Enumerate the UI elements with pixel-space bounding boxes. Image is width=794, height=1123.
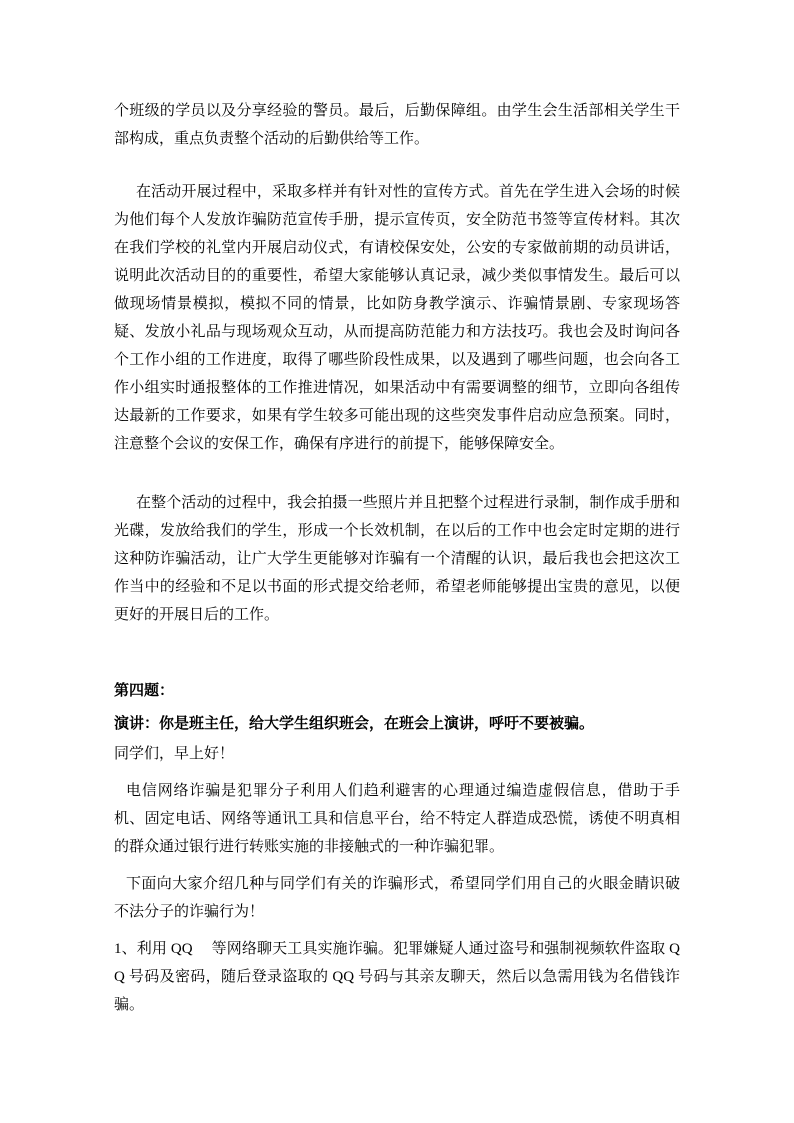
paragraph-activity-documentation: 在整个活动的过程中，我会拍摄一些照片并且把整个过程进行录制，制作成手册和光碟，发放给我们的学生，形成一个长效机制，在以后的工作中也会定时定期的进行这种防诈骗活动，让广大学生更能够对诈骗有一个清醒的认识，最后我也会把这次工作当中的经验和不足以书面的形式提交给老师，希望老师能够提出宝贵的意见，以便更好的开展日后的工作。 bbox=[114, 495, 680, 623]
paragraph-logistics-group-continued: 个班级的学员以及分享经验的警员。最后，后勤保障组。由学生会生活部相关学生干部构成，重点负责整个活动的后勤供给等工作。 bbox=[114, 103, 680, 147]
question-four-heading: 第四题： bbox=[114, 683, 175, 699]
paragraph-fraud-forms-intro: 下面向大家介绍几种与同学们有关的诈骗形式，希望同学们用自己的火眼金睛识破不法分子的诈骗行为！ bbox=[114, 876, 680, 920]
paragraph-telecom-fraud-definition: 电信网络诈骗是犯罪分子利用人们趋利避害的心理通过编造虚假信息，借助于手机、固定电话、网络等通讯工具和信息平台，给不特定人群造成恐慌，诱使不明真相的群众通过银行进行转账实施的非接触式的一种诈骗犯罪。 bbox=[114, 783, 680, 855]
paragraph-activity-publicity-plan: 在活动开展过程中，采取多样并有针对性的宣传方式。首先在学生进入会场的时候为他们每个人发放诈骗防范宣传手册，提示宣传页，安全防范书签等宣传材料。其次在我们学校的礼堂内开展启动仪式，有请校保安处，公安的专家做前期的动员讲话，说明此次活动目的的重要性，希望大家能够认真记录，减少类似事情发生。最后可以做现场情景模拟，模拟不同的情景，比如防身教学演示、诈骗情景剧、专家现场答疑、发放小礼品与现场观众互动，从而提高防范能力和方法技巧。我也会及时询问各个工作小组的工作进度，取得了哪些阶段性成果，以及遇到了哪些问题，也会向各工作小组实时通报整体的工作推进情况，如果活动中有需要调整的细节，立即向各组传达最新的工作要求，如果有学生较多可能出现的这些突发事件启动应急预案。同时，注意整个会议的安保工作，确保有序进行的前提下，能够保障安全。 bbox=[114, 184, 680, 452]
list-item-qq-fraud: 1、利用 QQ 等网络聊天工具实施诈骗。犯罪嫌疑人通过盗号和强制视频软件盗取 QQ 号码及密码，随后登录盗取的 QQ 号码与其亲友聊天，然后以急需用钱为名借钱诈骗。 bbox=[114, 941, 680, 1013]
question-four-prompt: 演讲：你是班主任，给大学生组织班会，在班会上演讲，呼吁不要被骗。 bbox=[114, 716, 595, 732]
speech-greeting: 同学们，早上好！ bbox=[114, 746, 235, 762]
